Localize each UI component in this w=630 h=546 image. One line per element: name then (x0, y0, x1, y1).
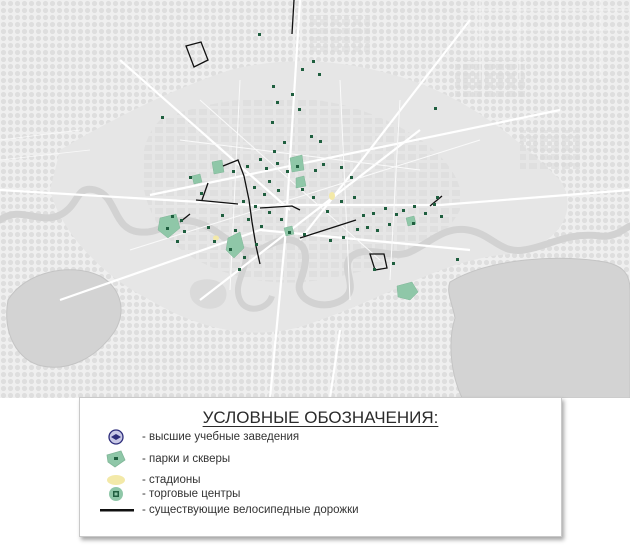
lake-east (449, 258, 630, 398)
stadium-central (329, 192, 335, 200)
legend-title: УСЛОВНЫЕ ОБОЗНАЧЕНИЯ: (202, 408, 439, 427)
bike-path-icon (100, 507, 134, 513)
shopping-center-icon (108, 486, 124, 502)
map-legend (79, 397, 562, 537)
legend-item-universities (104, 429, 299, 445)
legend-label-bike-paths: - существующие велосипедные дорожки (142, 504, 359, 516)
park-icon (105, 450, 127, 468)
stadium-icon (105, 474, 127, 486)
legend-label-stadiums: - стадионы (142, 474, 201, 486)
legend-item-parks (104, 451, 230, 467)
stadium-west (213, 236, 219, 241)
university-icon (107, 429, 125, 445)
block-north-east (455, 60, 525, 100)
legend-label-shopping: - торговые центры (142, 488, 241, 500)
legend-item-bike-paths (104, 502, 359, 518)
legend-label-universities: - высшие учебные заведения (142, 431, 300, 443)
legend-item-shopping (104, 486, 240, 502)
block-east (520, 130, 580, 170)
legend-label-parks: - парки и скверы (142, 453, 231, 465)
block-north (310, 15, 370, 55)
